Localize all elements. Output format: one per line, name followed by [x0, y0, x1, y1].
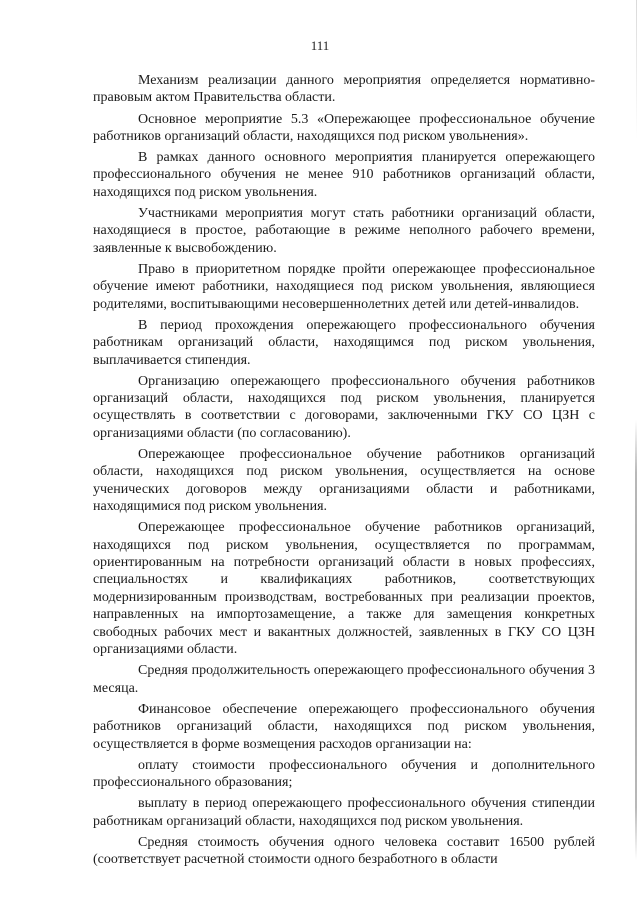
paragraph: Опережающее профессиональное обучение работников организаций области, находящихся под риском увольнения, осуществляется на основе ученических договоров между организациями области и работниками, находящимися под риском увольнения. — [93, 446, 595, 515]
paragraph: Опережающее профессиональное обучение работников организаций, находящихся под риском увольнения, осуществляется по программам, ориентированным на потребности организаций области в новых профессиях, специальностях и квалификациях работников, соответствующих модернизированным производствам, востребованных при реализации проектов, направленных на импортозамещение, а также для замещения конкретных свободных рабочих мест и вакантных должностей, заявленных в ГКУ СО ЦЗН организациями области. — [93, 520, 595, 658]
document-body — [93, 72, 595, 872]
paragraph: Средняя стоимость обучения одного человека составит 16500 рублей (соответствует расчетной стоимости одного безработного в области — [93, 834, 595, 867]
paragraph: В период прохождения опережающего профессионального обучения работникам организаций области, находящимся под риском увольнения, выплачивается стипендия. — [93, 317, 595, 368]
paragraph: Право в приоритетном порядке пройти опережающее профессиональное обучение имеют работники, находящиеся под риском увольнения, являющиеся родителями, воспитывающими несовершеннолетних детей или детей-инвалидов. — [93, 261, 595, 312]
page-number: 111 — [310, 38, 330, 53]
paragraph: выплату в период опережающего профессионального обучения стипендии работникам организаций области, находящихся под риском увольнения. — [93, 796, 595, 829]
scan-edge-shadow — [635, 420, 637, 860]
paragraph: оплату стоимости профессионального обучения и дополнительного профессионального образования; — [93, 757, 595, 790]
paragraph: Финансовое обеспечение опережающего профессионального обучения работников организаций области, находящихся под риском увольнения, осуществляется в форме возмещения расходов организации на: — [93, 701, 595, 752]
paragraph: Механизм реализации данного мероприятия определяется нормативно-правовым актом Правительства области. — [93, 73, 595, 106]
scan-edge-shadow-top — [636, 0, 637, 140]
paragraph: Средняя продолжительность опережающего профессионального обучения 3 месяца. — [93, 663, 595, 696]
paragraph: В рамках данного основного мероприятия планируется опережающего профессионального обучения не менее 910 работников организаций области, находящихся под риском увольнения. — [93, 150, 595, 200]
paragraph: Основное мероприятие 5.3 «Опережающее профессиональное обучение работников организаций области, находящихся под риском увольнения». — [93, 111, 595, 144]
paragraph: Организацию опережающего профессионального обучения работников организаций области, находящихся под риском увольнения, планируется осуществлять в соответствии с договорами, заключенными ГКУ СО ЦЗН с организациями области (по согласованию). — [93, 373, 595, 441]
paragraph: Участниками мероприятия могут стать работники организаций области, находящиеся в простое, работающие в режиме неполного рабочего времени, заявленные к высвобождению. — [93, 205, 595, 256]
